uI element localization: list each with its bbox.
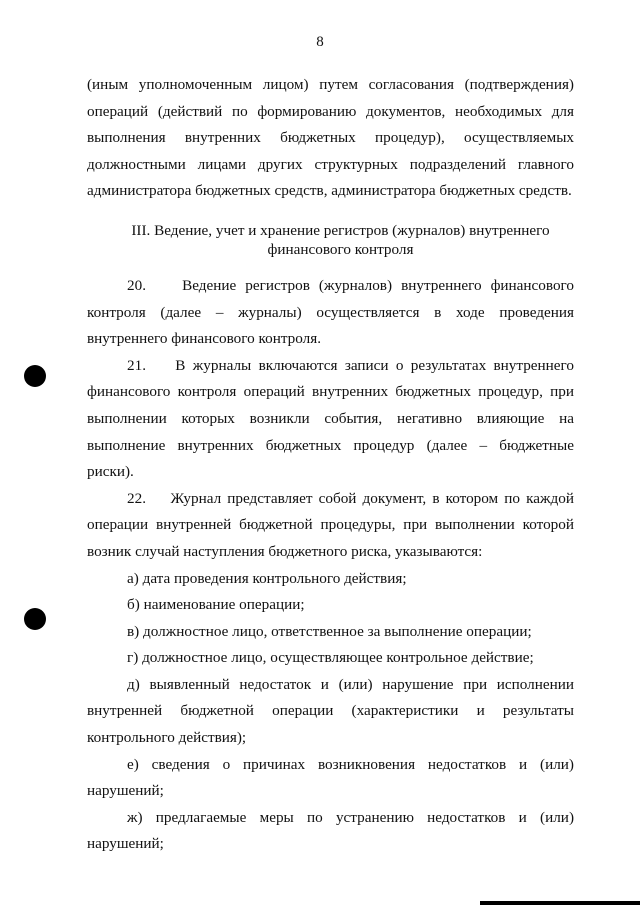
scan-edge-mark <box>480 901 640 905</box>
paragraph-20: 20. Ведение регистров (журналов) внутреннего финансового контроля (далее – журналы) осуществляется в ходе проведения внутреннего финансового контроля. <box>87 276 574 348</box>
list-item-zh: ж) предлагаемые меры по устранению недостатков и (или) нарушений; <box>87 808 574 853</box>
paragraph-21: 21. В журналы включаются записи о результатах внутреннего финансового контроля операций внутренних бюджетных процедур, при выполнении которых возникли события, негативно влияющие на выполнение внутренних бюджетных процедур (далее – бюджетные риски). <box>87 356 574 481</box>
list-item-a: а) дата проведения контрольного действия; <box>127 569 407 587</box>
list-item-b: б) наименование операции; <box>127 596 305 614</box>
list-item-d: д) выявленный недостаток и (или) нарушение при исполнении внутренней бюджетной операции (характеристики и результаты контрольного действия); <box>87 675 574 747</box>
punch-hole-mark <box>24 365 46 387</box>
punch-hole-mark <box>24 608 46 630</box>
section-title-line: III. Ведение, учет и хранение регистров (журналов) внутреннего <box>131 221 550 239</box>
section-title <box>87 221 574 259</box>
list-item-v: в) должностное лицо, ответственное за выполнение операции; <box>127 622 532 640</box>
paragraph-22: 22. Журнал представляет собой документ, в котором по каждой операции внутренней бюджетной процедуры, при выполнении которой возник случай наступления бюджетного риска, указываются: <box>87 489 574 560</box>
list-item-g: г) должностное лицо, осуществляющее контрольное действие; <box>127 649 534 667</box>
list-item-e: е) сведения о причинах возникновения недостатков и (или) нарушений; <box>87 755 574 800</box>
page-number: 8 <box>316 34 324 50</box>
document-body <box>87 72 574 858</box>
intro-paragraph: (иным уполномоченным лицом) путем согласования (подтверждения) операций (действий по формированию документов, необходимых для выполнения внутренних бюджетных процедур), осуществляемых должностными лицами других структурных подразделений главного администратора бюджетных средств, администратора бюджетных средств. <box>87 76 574 200</box>
section-title-line: финансового контроля <box>267 240 414 258</box>
